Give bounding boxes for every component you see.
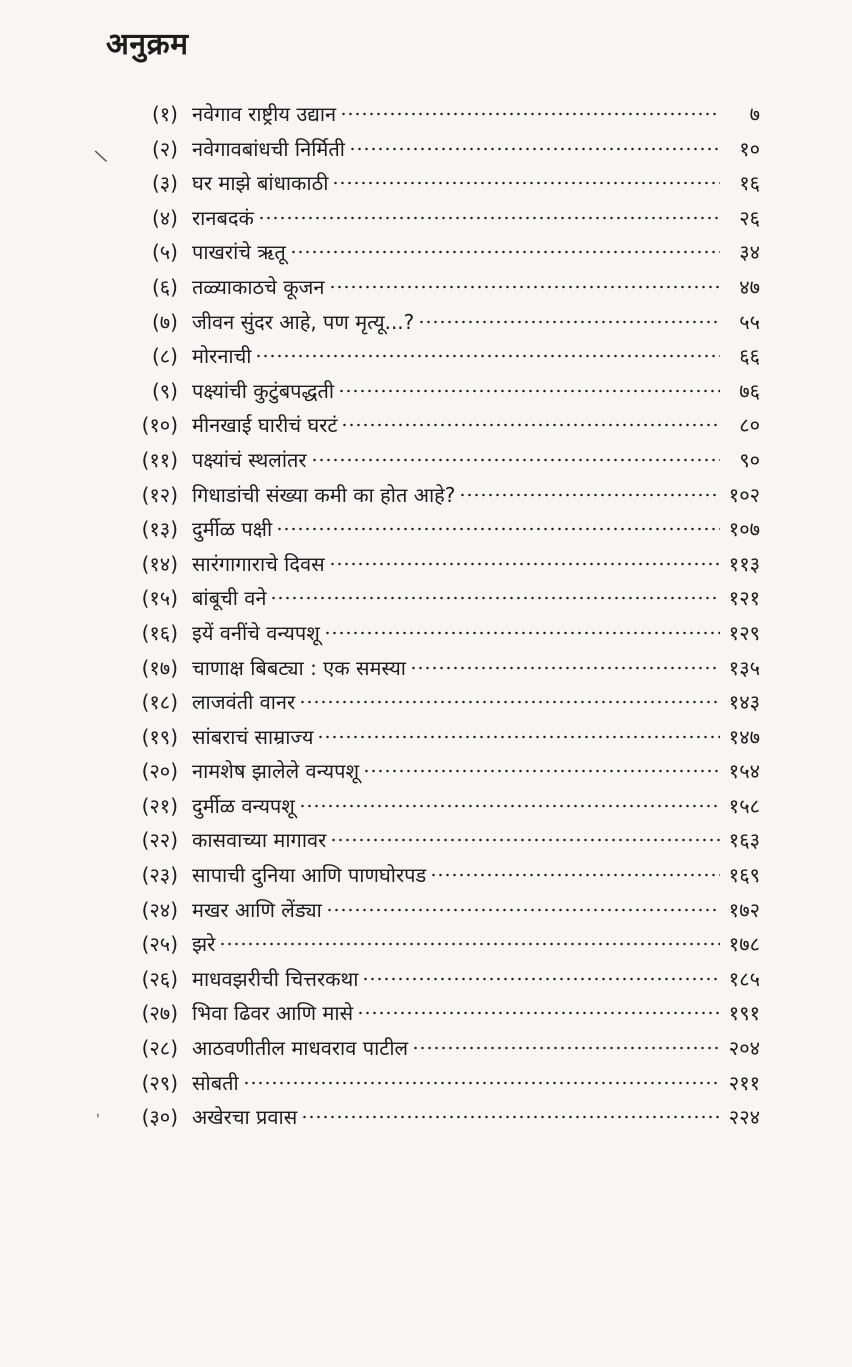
chapter-title: जीवन सुंदर आहे, पण मृत्यू...? xyxy=(192,309,415,334)
dot-leader xyxy=(330,837,720,843)
page-number: १२९ xyxy=(728,620,760,645)
toc-entry xyxy=(100,411,760,446)
chapter-title: कासवाच्या मागावर xyxy=(192,828,327,853)
dot-leader xyxy=(357,1010,720,1016)
chapter-number: (४) xyxy=(151,205,178,230)
toc-entry xyxy=(100,342,760,377)
toc-entry xyxy=(100,550,760,585)
chapter-title: मोरनाची xyxy=(192,344,252,369)
chapter-number: (१८) xyxy=(141,690,178,715)
chapter-title: झरे xyxy=(192,932,216,957)
dot-leader xyxy=(430,872,720,878)
chapter-title: सापाची दुनिया आणि पाणघोरपड xyxy=(192,863,427,888)
chapter-number: (१९) xyxy=(141,724,178,749)
chapter-title: चाणाक्ष बिबट्या : एक समस्या xyxy=(192,655,406,680)
chapter-number: (१२) xyxy=(141,482,178,507)
page-number: १६९ xyxy=(728,863,760,888)
chapter-number: (२४) xyxy=(141,897,178,922)
chapter-number: (१५) xyxy=(141,586,178,611)
dot-leader xyxy=(329,561,720,567)
chapter-title: नवेगाव राष्ट्रीय उद्यान xyxy=(192,102,337,126)
chapter-title: सारंगागाराचे दिवस xyxy=(192,551,325,576)
page-number: २२४ xyxy=(728,1105,760,1130)
dot-leader xyxy=(299,803,720,809)
toc-entry xyxy=(100,273,760,308)
page-number: ९० xyxy=(739,447,760,472)
toc-entry xyxy=(100,515,760,550)
dot-leader xyxy=(258,215,720,221)
chapter-number: (११) xyxy=(141,447,178,472)
chapter-number: (१४) xyxy=(141,551,178,576)
chapter-number: (२५) xyxy=(141,932,178,957)
toc-entry xyxy=(100,169,760,204)
page-number: १० xyxy=(739,136,760,161)
toc-entry xyxy=(100,1103,760,1138)
toc-entry xyxy=(100,861,760,896)
dot-leader xyxy=(311,457,720,463)
table-of-contents xyxy=(100,100,760,1138)
dot-leader xyxy=(412,1045,720,1051)
dot-leader xyxy=(219,941,720,947)
chapter-number: (२१) xyxy=(141,793,178,818)
toc-entry xyxy=(100,135,760,170)
toc-entry xyxy=(100,481,760,516)
chapter-number: (९) xyxy=(151,378,178,403)
chapter-number: (५) xyxy=(151,240,178,265)
page-number: १७२ xyxy=(728,897,760,922)
chapter-title: तळ्याकाठचे कूजन xyxy=(192,274,325,299)
page-number: १०२ xyxy=(728,482,760,507)
dot-leader xyxy=(341,422,720,428)
page-number: १९१ xyxy=(728,1001,760,1026)
dot-leader xyxy=(290,249,720,255)
page-number: २०४ xyxy=(728,1036,760,1061)
page-number: ११३ xyxy=(728,551,760,576)
chapter-title: माधवझरीची चित्तरकथा xyxy=(192,966,359,991)
chapter-title: नामशेष झालेले वन्यपशू xyxy=(192,759,360,784)
toc-entry xyxy=(100,826,760,861)
chapter-number: (६) xyxy=(151,274,178,299)
page-number: १३५ xyxy=(728,655,760,680)
stray-mark: ' xyxy=(96,1112,100,1128)
dot-leader xyxy=(332,180,720,186)
page-number: १०७ xyxy=(728,517,760,542)
chapter-number: (१३) xyxy=(141,517,178,542)
page-number: १८५ xyxy=(728,966,760,991)
page-number: २११ xyxy=(728,1070,760,1095)
toc-entry xyxy=(100,204,760,239)
chapter-title: इयें वनींचे वन्यपशू xyxy=(192,620,320,645)
page-number: २६ xyxy=(739,205,760,230)
chapter-title: सोबती xyxy=(192,1070,239,1095)
toc-entry xyxy=(100,654,760,689)
page-number: १७८ xyxy=(728,932,760,957)
toc-entry xyxy=(100,1034,760,1069)
page-number: १६ xyxy=(739,171,760,196)
dot-leader xyxy=(243,1080,720,1086)
page-number: १५४ xyxy=(728,759,760,784)
dot-leader xyxy=(349,146,720,152)
chapter-title: गिधाडांची संख्या कमी का होत आहे? xyxy=(192,482,456,507)
toc-entry xyxy=(100,999,760,1034)
chapter-title: मीनखाई घारीचं घरटं xyxy=(192,413,338,438)
chapter-number: (८) xyxy=(151,344,178,369)
chapter-number: (२६) xyxy=(141,966,178,991)
dot-leader xyxy=(410,665,720,671)
toc-entry xyxy=(100,619,760,654)
toc-entry xyxy=(100,965,760,1000)
page-number: ३४ xyxy=(739,240,760,265)
chapter-title: सांबराचं साम्राज्य xyxy=(192,724,314,749)
dot-leader xyxy=(418,319,720,325)
chapter-title: अखेरचा प्रवास xyxy=(192,1105,298,1130)
chapter-title: पक्ष्यांची कुटुंबपद्धती xyxy=(192,378,335,403)
chapter-title: घर माझे बांधाकाठी xyxy=(192,171,329,196)
toc-entry xyxy=(100,100,760,135)
page-number: ७६ xyxy=(739,378,760,403)
page-number: १५८ xyxy=(728,793,760,818)
dot-leader xyxy=(340,111,720,117)
page-number: ५५ xyxy=(739,309,760,334)
stray-mark: \ xyxy=(93,145,109,168)
dot-leader xyxy=(301,1114,720,1120)
dot-leader xyxy=(317,734,720,740)
dot-leader xyxy=(329,284,721,290)
toc-entry xyxy=(100,757,760,792)
page-number: ७ xyxy=(749,102,760,126)
toc-entry xyxy=(100,792,760,827)
dot-leader xyxy=(362,976,720,982)
toc-entry xyxy=(100,896,760,931)
page-number: ८० xyxy=(739,413,760,438)
chapter-number: (३) xyxy=(151,171,178,196)
dot-leader xyxy=(299,699,720,705)
chapter-title: दुर्मीळ वन्यपशू xyxy=(192,793,295,818)
dot-leader xyxy=(459,492,720,498)
chapter-title: लाजवंती वानर xyxy=(192,690,296,715)
chapter-number: (१) xyxy=(151,102,178,126)
toc-entry xyxy=(100,446,760,481)
toc-entry xyxy=(100,1069,760,1104)
toc-entry xyxy=(100,377,760,412)
chapter-title: दुर्मीळ पक्षी xyxy=(192,517,273,542)
chapter-title: भिवा ढिवर आणि मासे xyxy=(192,1001,354,1026)
page-number: १४७ xyxy=(728,724,760,749)
dot-leader xyxy=(363,768,720,774)
page-number: १४३ xyxy=(728,690,760,715)
chapter-number: (२) xyxy=(151,136,178,161)
dot-leader xyxy=(255,353,720,359)
chapter-title: बांबूची वने xyxy=(192,586,267,611)
page-title: अनुक्रम xyxy=(106,27,189,62)
toc-entry xyxy=(100,238,760,273)
chapter-title: नवेगावबांधची निर्मिती xyxy=(192,136,345,161)
chapter-number: (७) xyxy=(151,309,178,334)
toc-entry xyxy=(100,688,760,723)
dot-leader xyxy=(270,595,720,601)
dot-leader xyxy=(326,907,720,913)
toc-entry xyxy=(100,930,760,965)
toc-entry xyxy=(100,723,760,758)
chapter-number: (३०) xyxy=(141,1105,178,1130)
chapter-title: रानबदकं xyxy=(192,205,254,230)
chapter-title: पाखरांचे ऋतू xyxy=(192,240,286,265)
dot-leader xyxy=(276,526,720,532)
chapter-number: (२७) xyxy=(141,1001,178,1026)
chapter-number: (२०) xyxy=(141,759,178,784)
chapter-number: (२८) xyxy=(141,1036,178,1061)
dot-leader xyxy=(324,630,720,636)
toc-entry xyxy=(100,308,760,343)
chapter-number: (२९) xyxy=(141,1070,178,1095)
page-number: १६३ xyxy=(728,828,760,853)
chapter-title: आठवणीतील माधवराव पाटील xyxy=(192,1036,409,1061)
page-number: १२१ xyxy=(728,586,760,611)
chapter-number: (१६) xyxy=(141,620,178,645)
page-number: ६६ xyxy=(739,344,760,369)
chapter-number: (१७) xyxy=(141,655,178,680)
chapter-number: (२२) xyxy=(141,828,178,853)
toc-entry xyxy=(100,584,760,619)
chapter-title: मखर आणि लेंड्या xyxy=(192,897,322,922)
dot-leader xyxy=(338,388,720,394)
chapter-number: (२३) xyxy=(141,863,178,888)
chapter-number: (१०) xyxy=(141,413,178,438)
chapter-title: पक्ष्यांचं स्थलांतर xyxy=(192,447,307,472)
page-number: ४७ xyxy=(739,274,760,299)
